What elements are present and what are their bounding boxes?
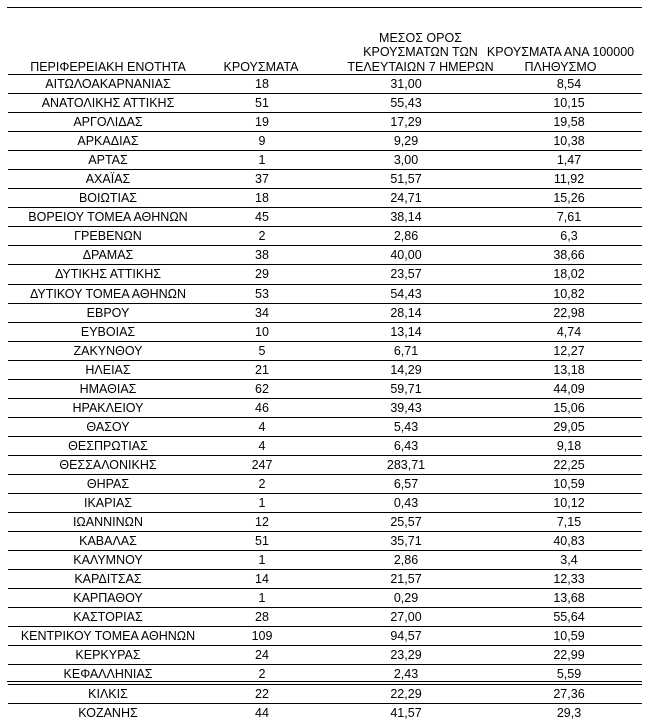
- row-cases: 1: [208, 551, 316, 570]
- row-region: ΔΥΤΙΚΗΣ ΑΤΤΙΚΗΣ: [8, 265, 208, 284]
- row-cases: 5: [208, 341, 316, 360]
- row-avg7: 40,00: [316, 246, 496, 265]
- table-row: [8, 360, 642, 379]
- table-row: [8, 608, 642, 627]
- row-region: ΔΥΤΙΚΟΥ ΤΟΜΕΑ ΑΘΗΝΩΝ: [8, 284, 208, 303]
- row-avg7: 31,00: [316, 75, 496, 94]
- row-cases: 44: [208, 703, 316, 722]
- header-avg7-line3: ΤΕΛΕΥΤΑΙΩΝ 7 ΗΜΕΡΩΝ: [347, 59, 494, 74]
- table-row: [8, 589, 642, 608]
- row-avg7: 24,71: [316, 189, 496, 208]
- row-region: ΑΡΓΟΛΙΔΑΣ: [8, 113, 208, 132]
- table-row: [8, 208, 642, 227]
- row-avg7: 51,57: [316, 170, 496, 189]
- table-row: [8, 284, 642, 303]
- row-per100k: 13,18: [496, 360, 642, 379]
- bottom-rule: [7, 681, 642, 682]
- header-cases-label: ΚΡΟΥΣΜΑΤΑ: [223, 59, 299, 74]
- row-cases: 19: [208, 113, 316, 132]
- row-cases: 1: [208, 494, 316, 513]
- row-region: ΘΕΣΠΡΩΤΙΑΣ: [8, 436, 208, 455]
- row-per100k: 27,36: [496, 684, 642, 703]
- table-row: [8, 703, 642, 722]
- row-per100k: 29,05: [496, 417, 642, 436]
- row-per100k: 18,02: [496, 265, 642, 284]
- row-avg7: 283,71: [316, 455, 496, 474]
- row-cases: 28: [208, 608, 316, 627]
- row-per100k: 15,06: [496, 398, 642, 417]
- row-cases: 4: [208, 417, 316, 436]
- row-region: ΘΑΣΟΥ: [8, 417, 208, 436]
- row-region: ΗΛΕΙΑΣ: [8, 360, 208, 379]
- row-cases: 14: [208, 570, 316, 589]
- row-avg7: 21,57: [316, 570, 496, 589]
- cases-table-body: [8, 75, 642, 722]
- row-cases: 18: [208, 189, 316, 208]
- row-avg7: 94,57: [316, 627, 496, 646]
- row-cases: 21: [208, 360, 316, 379]
- row-cases: 62: [208, 379, 316, 398]
- row-avg7: 59,71: [316, 379, 496, 398]
- row-avg7: 25,57: [316, 513, 496, 532]
- table-row: [8, 532, 642, 551]
- row-region: ΗΡΑΚΛΕΙΟΥ: [8, 398, 208, 417]
- table-row: [8, 494, 642, 513]
- row-avg7: 41,57: [316, 703, 496, 722]
- table-row: [8, 341, 642, 360]
- row-cases: 51: [208, 94, 316, 113]
- header-region: [8, 22, 208, 74]
- table-row: [8, 398, 642, 417]
- row-region: ΔΡΑΜΑΣ: [8, 246, 208, 265]
- row-per100k: 10,82: [496, 284, 642, 303]
- header-cases: [208, 22, 314, 74]
- row-region: ΚΕΝΤΡΙΚΟΥ ΤΟΜΕΑ ΑΘΗΝΩΝ: [8, 627, 208, 646]
- row-cases: 2: [208, 227, 316, 246]
- row-per100k: 5,59: [496, 665, 642, 684]
- row-region: ΘΗΡΑΣ: [8, 474, 208, 493]
- row-cases: 46: [208, 398, 316, 417]
- row-cases: 37: [208, 170, 316, 189]
- row-region: ΚΟΖΑΝΗΣ: [8, 703, 208, 722]
- table-row: [8, 551, 642, 570]
- table-row: [8, 322, 642, 341]
- row-region: ΕΒΡΟΥ: [8, 303, 208, 322]
- table-row: [8, 417, 642, 436]
- row-region: ΘΕΣΣΑΛΟΝΙΚΗΣ: [8, 455, 208, 474]
- row-per100k: 15,26: [496, 189, 642, 208]
- row-avg7: 5,43: [316, 417, 496, 436]
- row-cases: 53: [208, 284, 316, 303]
- row-cases: 109: [208, 627, 316, 646]
- row-cases: 2: [208, 665, 316, 684]
- row-avg7: 27,00: [316, 608, 496, 627]
- row-per100k: 9,18: [496, 436, 642, 455]
- table-row: [8, 75, 642, 94]
- table-row: [8, 246, 642, 265]
- row-per100k: 11,92: [496, 170, 642, 189]
- row-cases: 34: [208, 303, 316, 322]
- table-row: [8, 113, 642, 132]
- row-per100k: 6,3: [496, 227, 642, 246]
- row-cases: 4: [208, 436, 316, 455]
- row-per100k: 10,38: [496, 132, 642, 151]
- cases-table: [8, 74, 642, 722]
- row-per100k: 4,74: [496, 322, 642, 341]
- row-region: ΚΑΣΤΟΡΙΑΣ: [8, 608, 208, 627]
- row-region: ΖΑΚΥΝΘΟΥ: [8, 341, 208, 360]
- row-region: ΒΟΙΩΤΙΑΣ: [8, 189, 208, 208]
- row-cases: 29: [208, 265, 316, 284]
- table-row: [8, 436, 642, 455]
- table-row: [8, 684, 642, 703]
- row-region: ΚΑΛΥΜΝΟΥ: [8, 551, 208, 570]
- row-region: ΑΡΚΑΔΙΑΣ: [8, 132, 208, 151]
- row-avg7: 13,14: [316, 322, 496, 341]
- header-avg7-line1: ΜΕΣΟΣ ΟΡΟΣ: [379, 30, 462, 45]
- row-per100k: 7,61: [496, 208, 642, 227]
- row-avg7: 2,86: [316, 551, 496, 570]
- row-per100k: 12,33: [496, 570, 642, 589]
- table-row: [8, 189, 642, 208]
- row-per100k: 7,15: [496, 513, 642, 532]
- table-row: [8, 227, 642, 246]
- row-per100k: 44,09: [496, 379, 642, 398]
- row-region: ΚΑΡΠΑΘΟΥ: [8, 589, 208, 608]
- row-avg7: 2,43: [316, 665, 496, 684]
- table-row: [8, 94, 642, 113]
- row-avg7: 3,00: [316, 151, 496, 170]
- table-row: [8, 627, 642, 646]
- row-avg7: 2,86: [316, 227, 496, 246]
- table-row: [8, 513, 642, 532]
- table-row: [8, 474, 642, 493]
- row-region: ΚΑΡΔΙΤΣΑΣ: [8, 570, 208, 589]
- row-avg7: 23,29: [316, 646, 496, 665]
- table-row: [8, 646, 642, 665]
- row-per100k: 3,4: [496, 551, 642, 570]
- row-cases: 2: [208, 474, 316, 493]
- row-cases: 22: [208, 684, 316, 703]
- row-region: ΚΙΛΚΙΣ: [8, 684, 208, 703]
- row-region: ΚΑΒΑΛΑΣ: [8, 532, 208, 551]
- row-region: ΚΕΦΑΛΛΗΝΙΑΣ: [8, 665, 208, 684]
- row-per100k: 1,47: [496, 151, 642, 170]
- row-region: ΑΙΤΩΛΟΑΚΑΡΝΑΝΙΑΣ: [8, 75, 208, 94]
- header-avg7-line2: ΚΡΟΥΣΜΑΤΩΝ ΤΩΝ: [363, 45, 478, 59]
- row-per100k: 8,54: [496, 75, 642, 94]
- row-avg7: 55,43: [316, 94, 496, 113]
- row-avg7: 28,14: [316, 303, 496, 322]
- row-per100k: 22,98: [496, 303, 642, 322]
- row-cases: 247: [208, 455, 316, 474]
- row-per100k: 10,12: [496, 494, 642, 513]
- row-per100k: 22,25: [496, 455, 642, 474]
- table-row: [8, 151, 642, 170]
- row-region: ΓΡΕΒΕΝΩΝ: [8, 227, 208, 246]
- table-row: [8, 455, 642, 474]
- row-region: ΑΝΑΤΟΛΙΚΗΣ ΑΤΤΙΚΗΣ: [8, 94, 208, 113]
- table-row: [8, 570, 642, 589]
- top-rule: [7, 7, 642, 8]
- row-cases: 1: [208, 589, 316, 608]
- row-region: ΙΩΑΝΝΙΝΩΝ: [8, 513, 208, 532]
- row-per100k: 19,58: [496, 113, 642, 132]
- row-per100k: 29,3: [496, 703, 642, 722]
- row-per100k: 12,27: [496, 341, 642, 360]
- row-cases: 51: [208, 532, 316, 551]
- row-region: ΑΡΤΑΣ: [8, 151, 208, 170]
- row-cases: 24: [208, 646, 316, 665]
- row-cases: 10: [208, 322, 316, 341]
- row-avg7: 17,29: [316, 113, 496, 132]
- row-cases: 9: [208, 132, 316, 151]
- row-avg7: 0,29: [316, 589, 496, 608]
- row-avg7: 6,43: [316, 436, 496, 455]
- row-avg7: 35,71: [316, 532, 496, 551]
- row-region: ΑΧΑΪΑΣ: [8, 170, 208, 189]
- row-per100k: 10,59: [496, 627, 642, 646]
- row-avg7: 9,29: [316, 132, 496, 151]
- header-region-label: ΠΕΡΙΦΕΡΕΙΑΚΗ ΕΝΟΤΗΤΑ: [30, 59, 186, 74]
- row-region: ΗΜΑΘΙΑΣ: [8, 379, 208, 398]
- row-cases: 1: [208, 151, 316, 170]
- row-avg7: 14,29: [316, 360, 496, 379]
- row-per100k: 55,64: [496, 608, 642, 627]
- row-avg7: 38,14: [316, 208, 496, 227]
- row-avg7: 0,43: [316, 494, 496, 513]
- row-avg7: 6,71: [316, 341, 496, 360]
- row-cases: 38: [208, 246, 316, 265]
- header-per100k: [478, 22, 643, 74]
- row-per100k: 10,15: [496, 94, 642, 113]
- row-cases: 18: [208, 75, 316, 94]
- row-region: ΚΕΡΚΥΡΑΣ: [8, 646, 208, 665]
- row-avg7: 23,57: [316, 265, 496, 284]
- row-per100k: 40,83: [496, 532, 642, 551]
- row-avg7: 22,29: [316, 684, 496, 703]
- table-row: [8, 265, 642, 284]
- row-avg7: 39,43: [316, 398, 496, 417]
- table-row: [8, 132, 642, 151]
- row-per100k: 13,68: [496, 589, 642, 608]
- row-cases: 12: [208, 513, 316, 532]
- row-per100k: 38,66: [496, 246, 642, 265]
- row-per100k: 10,59: [496, 474, 642, 493]
- row-region: ΒΟΡΕΙΟΥ ΤΟΜΕΑ ΑΘΗΝΩΝ: [8, 208, 208, 227]
- table-row: [8, 379, 642, 398]
- table-row: [8, 170, 642, 189]
- table-row: [8, 303, 642, 322]
- row-avg7: 6,57: [316, 474, 496, 493]
- row-per100k: 22,99: [496, 646, 642, 665]
- header-per100k-line1: ΚΡΟΥΣΜΑΤΑ ΑΝΑ 100000: [486, 45, 635, 59]
- header-per100k-line2: ΠΛΗΘΥΣΜΟ: [524, 59, 597, 74]
- row-avg7: 54,43: [316, 284, 496, 303]
- row-cases: 45: [208, 208, 316, 227]
- row-region: ΙΚΑΡΙΑΣ: [8, 494, 208, 513]
- row-region: ΕΥΒΟΙΑΣ: [8, 322, 208, 341]
